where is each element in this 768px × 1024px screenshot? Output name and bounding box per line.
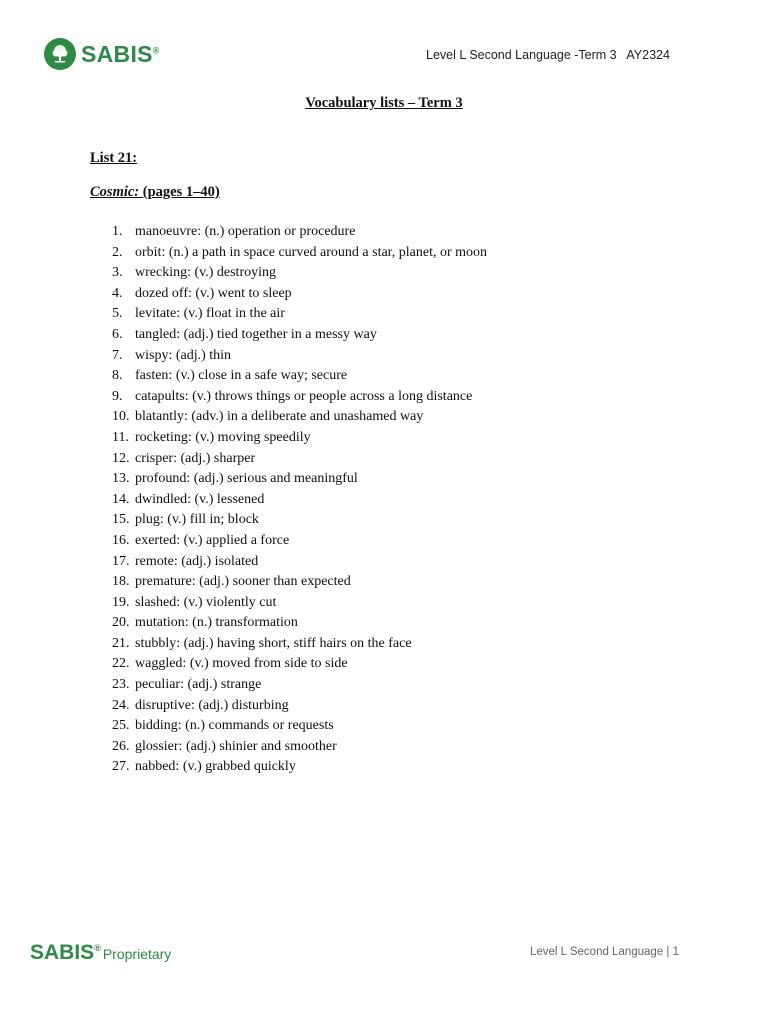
list-item (112, 696, 487, 717)
list-item-text: exerted: (v.) applied a force (135, 532, 290, 548)
list-item (112, 428, 487, 449)
list-item (112, 346, 487, 367)
list-item (112, 757, 487, 778)
page-title: Vocabulary lists – Term 3 (305, 95, 463, 111)
list-item-number: 8. (112, 368, 123, 384)
list-item-text: tangled: (adj.) tied together in a messy way (135, 326, 377, 342)
list-item-text: peculiar: (adj.) strange (135, 677, 262, 693)
list-item-text: bidding: (n.) commands or requests (135, 718, 334, 734)
list-item-number: 2. (112, 244, 123, 260)
list-item-number: 11. (112, 429, 129, 445)
list-item (112, 737, 487, 758)
list-item-text: wrecking: (v.) destroying (135, 265, 276, 281)
footer-brand-name: SABIS® (30, 941, 101, 964)
list-item (112, 304, 487, 325)
list-item-number: 23. (112, 677, 130, 693)
sabis-logo (44, 38, 160, 70)
list-item (112, 634, 487, 655)
list-item-text: crisper: (adj.) sharper (135, 450, 256, 466)
list-item-number: 15. (112, 512, 130, 528)
list-item-number: 24. (112, 697, 130, 713)
vocabulary-list (112, 222, 487, 778)
list-item-text: nabbed: (v.) grabbed quickly (135, 759, 296, 775)
list-item-number: 21. (112, 635, 130, 651)
list-item-number: 26. (112, 738, 130, 754)
list-item-number: 25. (112, 718, 130, 734)
footer-brand (30, 941, 171, 965)
course-info: Level L Second Language -Term 3 AY2324 (426, 48, 670, 62)
list-item-number: 27. (112, 759, 130, 775)
list-item-text: dozed off: (v.) went to sleep (135, 285, 292, 301)
list-item-number: 1. (112, 224, 123, 239)
list-item-text: wispy: (adj.) thin (135, 347, 232, 363)
list-item-text: rocketing: (v.) moving speedily (135, 429, 311, 445)
list-item-number: 9. (112, 388, 123, 404)
list-item-text: mutation: (n.) transformation (135, 615, 298, 631)
list-item-number: 20. (112, 615, 130, 631)
list-item-number: 10. (112, 409, 130, 425)
list-item (112, 531, 487, 552)
list-item (112, 654, 487, 675)
list-item-number: 12. (112, 450, 130, 466)
list-item-number: 13. (112, 471, 130, 487)
list-item-text: manoeuvre: (n.) operation or procedure (135, 224, 356, 239)
list-item-text: profound: (adj.) serious and meaningful (135, 471, 358, 487)
list-item (112, 449, 487, 470)
list-item (112, 716, 487, 737)
list-item (112, 552, 487, 573)
list-item-number: 19. (112, 594, 130, 610)
list-item-number: 4. (112, 285, 123, 301)
logo-text: SABIS® (81, 40, 160, 67)
list-item-number: 6. (112, 326, 123, 342)
list-item (112, 593, 487, 614)
list-item-text: levitate: (v.) float in the air (135, 306, 285, 322)
list-item-text: fasten: (v.) close in a safe way; secure (135, 368, 348, 384)
list-item (112, 243, 487, 264)
list-item-text: disruptive: (adj.) disturbing (135, 697, 289, 713)
list-item-text: premature: (adj.) sooner than expected (135, 574, 351, 590)
list-item-text: catapults: (v.) throws things or people across a long distance (135, 388, 473, 404)
list-item-number: 22. (112, 656, 130, 672)
book-name: Cosmic: (90, 184, 140, 200)
list-item (112, 572, 487, 593)
list-item (112, 263, 487, 284)
list-item-text: dwindled: (v.) lessened (135, 491, 265, 507)
book-pages: (pages 1–40) (142, 184, 220, 200)
list-item-text: blatantly: (adv.) in a deliberate and unashamed way (135, 409, 424, 425)
list-item-text: waggled: (v.) moved from side to side (135, 656, 348, 672)
footer-proprietary: Proprietary (102, 946, 172, 962)
list-item (112, 325, 487, 346)
list-item-number: 3. (112, 265, 123, 281)
list-item (112, 469, 487, 490)
list-heading: List 21: (90, 150, 138, 166)
list-item (112, 510, 487, 531)
list-item-number: 16. (112, 532, 130, 548)
list-item (112, 284, 487, 305)
list-item-number: 18. (112, 574, 130, 590)
list-item-text: remote: (adj.) isolated (135, 553, 259, 569)
book-heading (90, 184, 220, 201)
footer-page-info: Level L Second Language | 1 (530, 946, 679, 958)
list-item (112, 222, 487, 243)
list-item-number: 5. (112, 306, 123, 322)
list-item (112, 387, 487, 408)
list-item-text: stubbly: (adj.) having short, stiff hairs on the face (135, 635, 412, 651)
list-item-text: slashed: (v.) violently cut (135, 594, 277, 610)
list-item-text: orbit: (n.) a path in space curved around a star, planet, or moon (135, 244, 488, 260)
list-item (112, 366, 487, 387)
list-item-number: 14. (112, 491, 130, 507)
list-item (112, 490, 487, 511)
tree-emblem-icon (44, 38, 76, 70)
list-item-text: glossier: (adj.) shinier and smoother (135, 738, 337, 754)
list-item (112, 613, 487, 634)
list-item-text: plug: (v.) fill in; block (135, 512, 259, 528)
list-item (112, 407, 487, 428)
list-item (112, 675, 487, 696)
list-item-number: 7. (112, 347, 123, 363)
list-item-number: 17. (112, 553, 130, 569)
